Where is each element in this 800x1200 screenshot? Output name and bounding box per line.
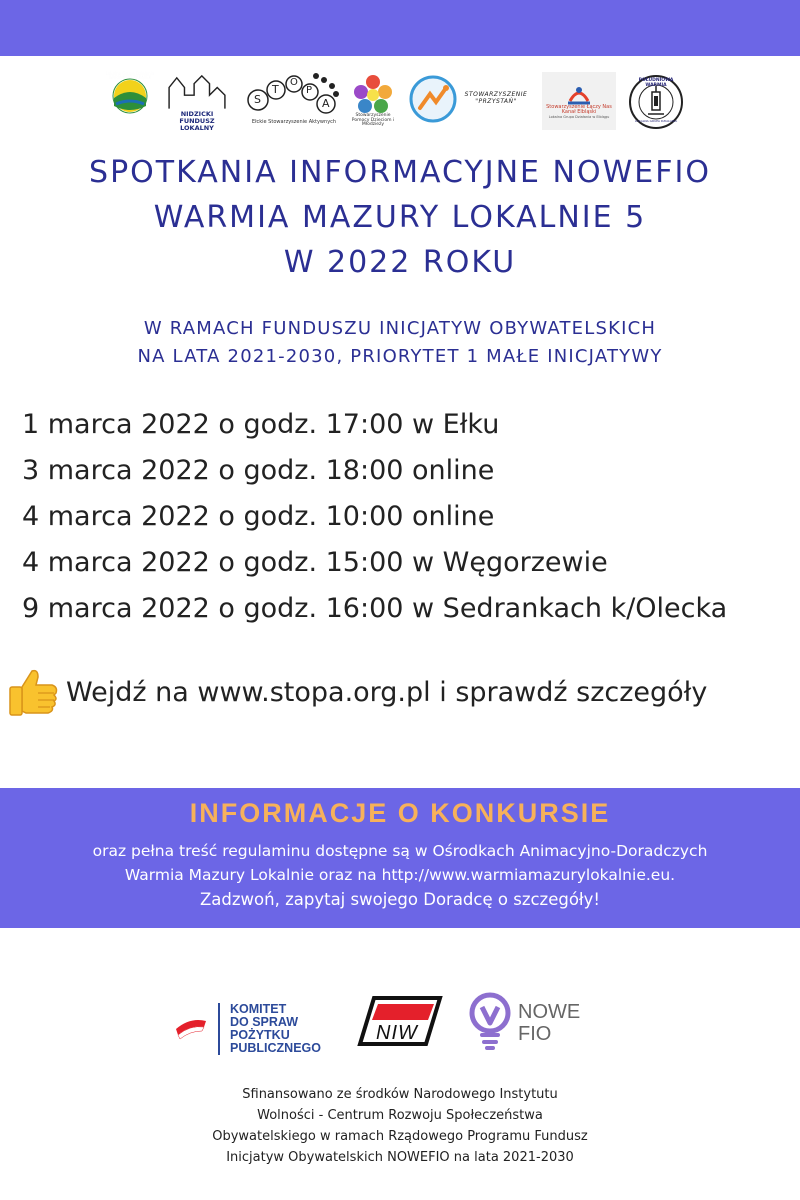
laczy-nas-sublabel: Lokalna Grupa Działania w Elblągu: [548, 114, 610, 119]
poludniowa-warmia-sublabel: LOKALNA GRUPA DZIAŁANIA: [634, 119, 678, 123]
logo-poludniowa-warmia: [628, 74, 684, 130]
komitet-line: DO SPRAW: [230, 1015, 299, 1029]
przystan-label: STOWARZYSZENIE "PRZYSTAŃ": [464, 91, 528, 105]
warminski-zakatek-label: [96, 72, 164, 81]
nowefio-line: FIO: [518, 1023, 552, 1045]
info-text-line-1: oraz pełna treść regulaminu dostępne są w Ośrodkach Animacyjno-Doradczych: [92, 842, 708, 860]
flower-icon: [353, 74, 393, 114]
komitet-line: PUBLICZNEGO: [230, 1041, 321, 1055]
logo-komitet-pozytku: [172, 995, 342, 1055]
logo-nowefio: [468, 991, 608, 1055]
funding-line: Obywatelskiego w ramach Rządowego Programu Fundusz: [212, 1129, 588, 1144]
nowefio-line: NOWE: [518, 1001, 581, 1023]
logo-stopa: [244, 70, 344, 130]
meeting-item: 3 marca 2022 o godz. 18:00 online: [22, 455, 495, 486]
meeting-item: 4 marca 2022 o godz. 10:00 online: [22, 501, 495, 532]
page-title-line-3: W 2022 ROKU: [283, 245, 517, 280]
meeting-item: 1 marca 2022 o godz. 17:00 w Ełku: [22, 409, 500, 440]
page-title-line-1: SPOTKANIA INFORMACYJNE NOWEFIO: [89, 155, 711, 190]
laczy-nas-label: Stowarzyszenie Łączy Nas Kanał Elbląski: [546, 103, 612, 116]
stowarzyszenie-pomocy-label: Stowarzyszenie Pomocy Dzieciom i Młodzieży: [351, 112, 395, 128]
poludniowa-warmia-label: POŁUDNIOWA WARMIA: [638, 78, 674, 88]
stopa-letter: O: [290, 77, 298, 88]
stopa-letter: A: [322, 97, 330, 110]
komitet-divider: [218, 1003, 220, 1055]
info-band: [0, 788, 800, 928]
info-text-line-3: Zadzwoń, zapytaj swojego Doradcę o szczegóły!: [200, 890, 600, 909]
page-title-line-2: WARMIA MAZURY LOKALNIE 5: [153, 200, 647, 235]
top-color-bar: [0, 0, 800, 56]
niw-label: NIW: [376, 1022, 418, 1044]
info-text-line-2: Warmia Mazury Lokalnie oraz na http://www.warmiamazurylokalnie.eu.: [124, 866, 676, 884]
lightbulb-icon: [468, 991, 512, 1051]
logo-niw: [356, 990, 446, 1054]
funding-line: Sfinansowano ze środków Narodowego Instytutu: [242, 1087, 558, 1102]
stopa-letter: S: [254, 93, 261, 106]
komitet-text: [230, 1003, 321, 1055]
komitet-line: POŻYTKU: [230, 1028, 290, 1042]
logo-warminski-zakatek: [104, 72, 156, 124]
meeting-item: 9 marca 2022 o godz. 16:00 w Sedrankach k/Olecka: [22, 593, 728, 624]
nidzicki-label: NIDZICKI FUNDUSZ LOKALNY: [179, 109, 215, 132]
website-cta-text: Wejdź na www.stopa.org.pl i sprawdź szczegóły: [66, 676, 708, 708]
subtitle-line-1: W RAMACH FUNDUSZU INICJATYW OBYWATELSKICH: [143, 318, 657, 339]
website-call-to-action: [8, 664, 707, 720]
meetings-list: [22, 402, 800, 632]
funding-statement: [0, 1084, 800, 1168]
funder-logos-row: [0, 985, 800, 1065]
logo-nidzicki-fundusz: [162, 74, 232, 132]
funding-line: Wolności - Centrum Rozwoju Społeczeństwa: [257, 1108, 543, 1123]
castle-outline-icon: [164, 74, 230, 111]
meeting-item: 4 marca 2022 o godz. 15:00 w Węgorzewie: [22, 547, 608, 578]
logo-stowarzyszenie-pomocy: [350, 70, 396, 132]
thumbs-up-icon: [8, 667, 60, 717]
przystan-circle-icon: [408, 74, 458, 124]
subtitle-line-2: NA LATA 2021-2030, PRIORYTET 1 MAŁE INICJATYWY: [137, 346, 663, 367]
polish-flag-icon: [172, 1011, 212, 1041]
logo-laczy-nas: [542, 72, 616, 130]
logo-przystan: [408, 74, 532, 128]
laczy-nas-emblem: [566, 83, 592, 105]
stopa-letter: T: [272, 83, 279, 96]
nowefio-text: [518, 1001, 580, 1045]
stopa-caption: Ełckie Stowarzyszenie Aktywnych: [251, 119, 337, 125]
partner-logos-row: [0, 68, 800, 140]
komitet-line: KOMITET: [230, 1002, 287, 1016]
stopa-letter: P: [306, 85, 313, 96]
funding-line: Inicjatyw Obywatelskich NOWEFIO na lata 2021-2030: [226, 1150, 574, 1165]
info-heading: INFORMACJE O KONKURSIE: [189, 798, 611, 828]
